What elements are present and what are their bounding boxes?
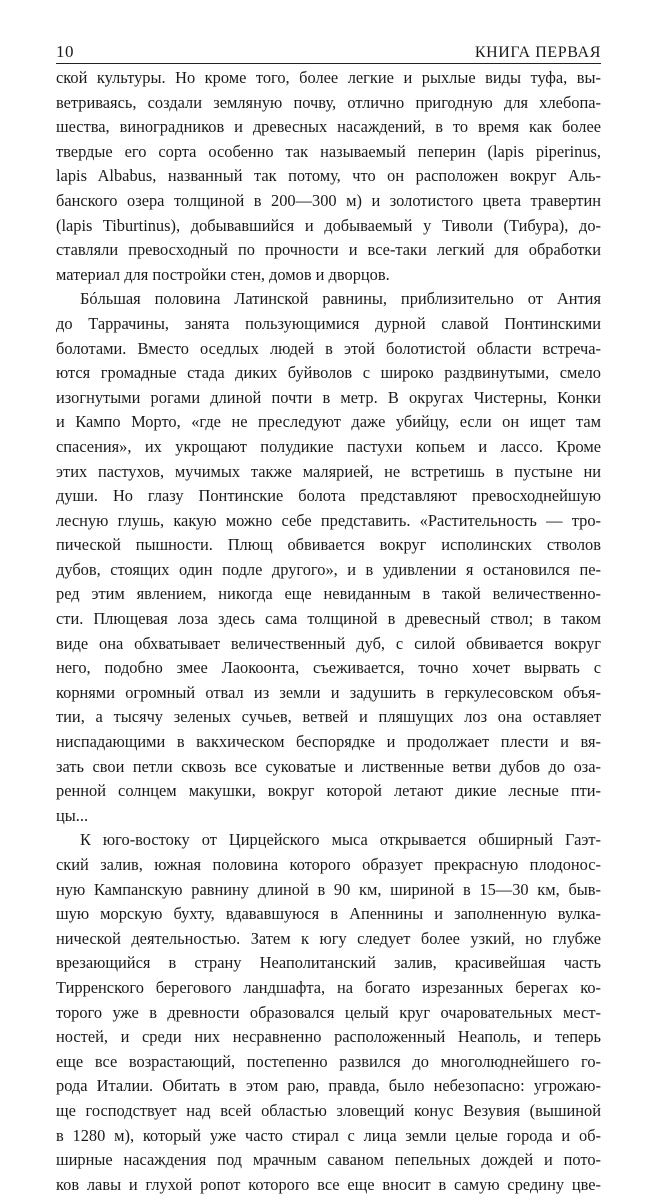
text-line: ще господствует над всей областью зловещий конус Везувия (вышиной — [56, 1100, 601, 1120]
text-line: еще все возрастающий, постепенно развился до многолюднейшего го- — [56, 1051, 601, 1071]
paragraph — [56, 828, 601, 1197]
text-line: ред этим явлением, никогда еще невиданным в такой величественно- — [56, 584, 601, 604]
text-line: материал для постройки стен, домов и дворцов. — [56, 264, 390, 284]
text-line: шую морскую бухту, вдававшуюся в Апеннины и заполненную вулка- — [56, 904, 601, 924]
body-text — [56, 66, 601, 1197]
page-number: 10 — [56, 42, 74, 61]
text-line: Тирренского берегового ландшафта, на богато изрезанных берегах ко- — [56, 977, 601, 997]
text-line: сти. Плющевая лоза здесь сама толщиной в древесный ствол; в таком — [56, 609, 601, 629]
paragraph — [56, 66, 601, 287]
text-line: банского озера толщиной в 200—300 м) и золотистого цвета травертин — [56, 190, 601, 210]
text-line: ширные насаждения под мрачным саваном пепельных дождей и пото- — [56, 1150, 601, 1170]
text-line: ностей, и среди них несравненно расположенный Неаполь, и теперь — [56, 1027, 601, 1047]
text-line: болотами. Вместо оседлых людей в этой болотистой области встреча- — [56, 338, 601, 358]
text-line: и Кампо Морто, «где не преследуют даже убийцу, если он ищет там — [56, 412, 601, 432]
text-line: ренной солнцем макушки, вокруг которой летают дикие лесные пти- — [56, 781, 601, 801]
text-line: до Таррачины, занята пользующимися дурной славой Понтинскими — [56, 313, 601, 333]
text-line: него, подобно змее Лаокоонта, съеживается, точно хочет вырвать с — [56, 658, 601, 678]
text-line: виде она обхватывает величественный дуб, с силой обвивается вокруг — [56, 633, 601, 653]
text-line: шества, виноградников и древесных насаждений, в то время как более — [56, 117, 601, 137]
text-line: врезающийся в страну Неаполитанский залив, красивейшая часть — [56, 953, 601, 973]
text-line: ской культуры. Но кроме того, более легкие и рыхлые виды туфа, вы- — [56, 68, 601, 87]
text-line: дубов, стоящих один подле другого», и в удивлении я остановился пе- — [56, 559, 601, 579]
text-line: души. Но глазу Понтинские болота представляют превосходнейшую — [56, 486, 601, 506]
text-line: изогнутыми рогами длиной почти в метр. В округах Чистерны, Конки — [56, 387, 601, 407]
text-line: спасения», их укрощают полудикие пастухи копьем и лассо. Кроме — [56, 436, 601, 456]
text-line: ветриваясь, создали земляную почву, отлично пригодную для хлебопа- — [56, 92, 601, 112]
text-line: зать свои петли сквозь все суковатые и лиственные ветви дубов до оза- — [56, 756, 601, 776]
text-line: lapis Albabus, названный так потому, что он расположен вокруг Аль- — [56, 166, 601, 186]
text-line: тии, а тысячу зеленых сучьев, ветвей и пляшущих лоз она оставляет — [56, 707, 601, 727]
text-line: корнями огромный отвал из земли и задушить в геркулесовском объя- — [56, 682, 601, 702]
text-line: в 1280 м), который уже часто стирал с лица земли целые города и об- — [56, 1125, 601, 1145]
text-line: (lapis Tiburtinus), добывавшийся и добываемый у Тиволи (Тибура), до- — [56, 215, 601, 235]
text-line: лесную глушь, какую можно себе представить. «Растительность — тро- — [56, 510, 601, 530]
text-line: ную Кампанскую равнину длиной в 90 км, шириной в 15—30 км, быв- — [56, 879, 601, 899]
text-line: Бóльшая половина Латинской равнины, приблизительно от Антия — [80, 289, 601, 309]
text-line: этих пастухов, мучимых также малярией, не встретишь в пустыне ни — [56, 461, 601, 481]
text-line: ский залив, южная половина которого образует прекрасную плодонос- — [56, 855, 601, 874]
text-line: ются громадные стада диких буйволов с широко раздвинутыми, смело — [56, 363, 601, 383]
running-head: КНИГА ПЕРВАЯ — [474, 44, 601, 61]
text-line: К юго-востоку от Цирцейского мыса открывается обширный Гаэт- — [80, 830, 601, 850]
text-line: цы... — [56, 805, 89, 825]
text-line: рода Италии. Обитать в этом раю, правда, было небезопасно: угрожаю- — [56, 1076, 601, 1096]
text-line: торого уже в древности образовался целый круг очаровательных мест- — [56, 1002, 601, 1022]
text-line: пической пышности. Плющ обвивается вокруг исполинских стволов — [56, 535, 601, 555]
page-header — [56, 40, 601, 62]
text-line: ниспадающими в вакхическом беспорядке и продолжает плести и вя- — [56, 732, 601, 752]
text-line: ков лавы и глухой ропот которого все еще вносит в самую средину цве- — [56, 1174, 601, 1194]
text-line: ставляли превосходный по прочности и все-таки легкий для обработки — [56, 240, 601, 260]
paragraph — [56, 287, 601, 828]
text-line: твердые его сорта особенно так называемый пеперин (lapis piperinus, — [56, 141, 601, 161]
text-line: нической деятельностью. Затем к югу следует более узкий, но глубже — [56, 928, 601, 948]
header-rule — [56, 63, 601, 64]
